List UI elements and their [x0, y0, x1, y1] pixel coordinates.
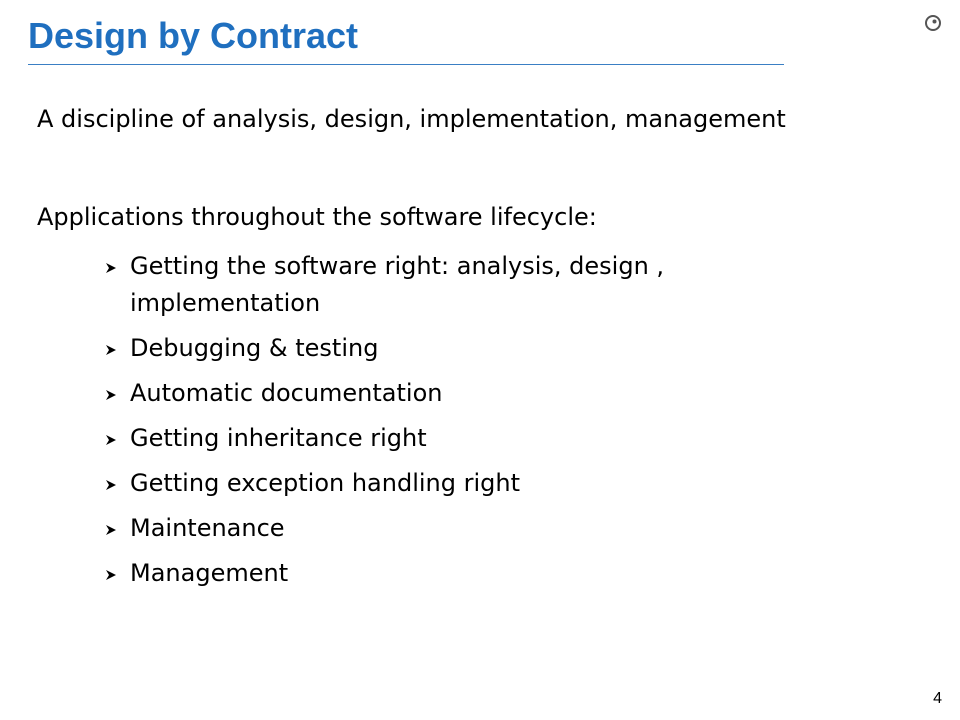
bullet-text: Debugging & testing: [130, 334, 379, 362]
slide-title: Design by Contract: [28, 15, 359, 56]
arrowhead-bullet-icon: [104, 388, 118, 402]
arrowhead-bullet-icon: [104, 433, 118, 447]
bullet-item: [100, 555, 860, 592]
bullet-item: [100, 330, 860, 367]
title-underline: [28, 64, 784, 65]
bullet-text: Getting the software right: analysis, design , implementation: [130, 252, 665, 317]
bullet-item: [100, 248, 860, 322]
arrowhead-bullet-icon: [104, 523, 118, 537]
page-number: 4: [933, 690, 942, 707]
bullet-list: [100, 248, 860, 600]
arrowhead-bullet-icon: [104, 568, 118, 582]
bullet-text: Management: [130, 559, 289, 587]
logo-icon: [922, 12, 944, 34]
bullet-text: Automatic documentation: [130, 379, 443, 407]
bullet-item: [100, 465, 860, 502]
bullet-item: [100, 420, 860, 457]
bullet-item: [100, 510, 860, 547]
applications-heading: Applications throughout the software lifecycle:: [37, 203, 597, 231]
intro-paragraph: A discipline of analysis, design, implementation, management: [37, 105, 786, 133]
arrowhead-bullet-icon: [104, 343, 118, 357]
arrowhead-bullet-icon: [104, 478, 118, 492]
bullet-text: Maintenance: [130, 514, 285, 542]
bullet-text: Getting inheritance right: [130, 424, 427, 452]
arrowhead-bullet-icon: [104, 261, 118, 275]
bullet-item: [100, 375, 860, 412]
bullet-text: Getting exception handling right: [130, 469, 521, 497]
